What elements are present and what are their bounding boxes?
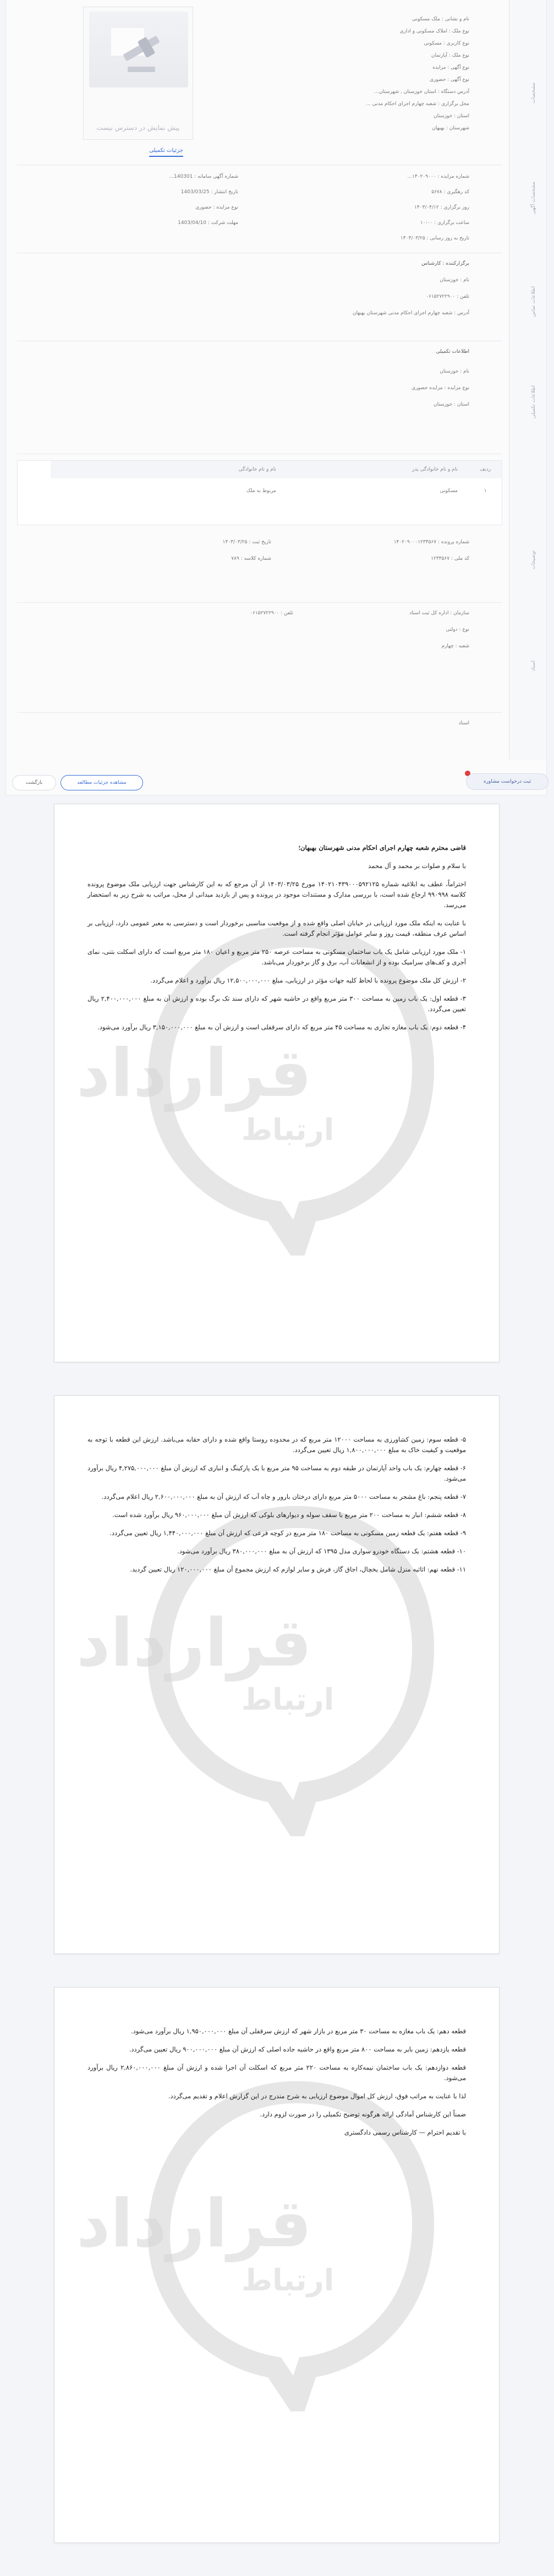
contact-section [17, 253, 502, 341]
owners-table [17, 460, 502, 525]
ad-field: نوع مزایده : حضوری [195, 205, 238, 210]
table-cell: مربوط به ملک [246, 488, 276, 494]
info-row: نوع آگهی : مزایده [432, 65, 469, 70]
more-title: اطلاعات تکمیلی [436, 349, 469, 354]
back-button[interactable]: بازگشت [12, 775, 56, 790]
org-section [17, 603, 502, 713]
ad-field: مهلت شرکت : 1403/04/10 [178, 220, 238, 226]
doc-paragraph: قطعه دوازدهم: یک باب ساختمان نیمه‌کاره به مساحت ۲۲۰ متر مربع که اسکلت آن اجرا شده و ارزش آن مبلغ ۲,۸۶۰,۰۰۰,۰۰۰ ریال برآورد می‌شود. [87, 2064, 466, 2082]
doc-paragraph: ۱۱- قطعه نهم: اثاثیه منزل شامل یخچال، اجاق گاز، فرش و سایر لوازم که ارزش مجموع آن مبلغ ۱۲۰,۰۰۰,۰۰۰ ریال تعیین گردید. [130, 1565, 466, 1573]
info-row: نوع کاربری : مسکونی [424, 41, 469, 46]
ad-field: روز برگزاری : ۱۴۰۳/۰۴/۱۲ [414, 205, 469, 210]
rail-label: اسناد [531, 661, 536, 672]
doc-paragraph: لذا با عنایت به مراتب فوق، ارزش کل اموال موضوع ارزیابی به شرح مندرج در این گزارش اعلام و تقدیم می‌گردد. [168, 2092, 466, 2100]
image-caption: پیش نمایش در دسترس نیست [96, 124, 180, 132]
info-row: نام و نشانی : ملک مسکونی [412, 17, 469, 22]
rail-label: توضیحات [531, 550, 536, 570]
doc-paragraph: ۱- ملک مورد ارزیابی شامل یک باب ساختمان مسکونی به مساحت عرصه ۲۵۰ متر مربع و اعیان ۱۸۰ متر مربع است که دارای اسکلت بتنی، نمای آجری و کف‌های سرامیک بوده و از انشعابات آب، برق و گاز برخوردار می‌باشد. [87, 948, 467, 966]
more-row: استان : خوزستان [433, 402, 469, 407]
doc-paragraph: ۵- قطعه سوم: زمین کشاورزی به مساحت ۱۲۰۰۰ متر مربع که در محدوده روستا واقع شده و دارای حقابه می‌باشد. ارزش این قطعه با توجه به موقعیت و کیفیت خاک به مبلغ ۱,۸۰۰,۰۰۰,۰۰۰ ریال تعیین می‌گردد. [87, 1436, 466, 1454]
tab-details[interactable]: جزئیات تکمیلی [149, 148, 183, 157]
ad-field: تاریخ به روز رسانی : ۱۴۰۳/۰۳/۲۵ [401, 236, 469, 241]
org-field: شعبه : چهارم [441, 643, 469, 649]
contact-row: نام : خوزستان [440, 277, 469, 283]
document-page-2 [54, 1395, 500, 1954]
more-row: نوع مزایده : مزایده حضوری [412, 385, 469, 391]
doc-paragraph: ۶- قطعه چهارم: یک باب واحد آپارتمان در طبقه دوم به مساحت ۹۵ متر مربع با یک پارکینگ و انباری که ارزش آن مبلغ ۴,۲۷۵,۰۰۰,۰۰۰ ریال برآورد می‌شود. [87, 1464, 466, 1482]
docs-section [17, 713, 502, 757]
doc-paragraph: ۹- قطعه هفتم: یک قطعه زمین مسکونی به مساحت ۱۸۰ متر مربع در کوچه فرعی که ارزش آن مبلغ ۱,۴۴۰,۰۰۰,۰۰۰ ریال تعیین می‌گردد. [109, 1529, 466, 1537]
watermark-text: ارتباط [242, 1682, 334, 1717]
doc-paragraph: قطعه یازدهم: زمین بایر به مساحت ۸۰۰ متر مربع واقع در حاشیه جاده اصلی که ارزش آن مبلغ ۹۰۰,۰۰۰,۰۰۰ ریال تعیین می‌گردد. [129, 2045, 466, 2053]
watermark-text: ارتباط [242, 2263, 334, 2297]
watermark-text: قرارداد [76, 1035, 312, 1112]
table-header: ردیف [469, 461, 502, 478]
gavel-image [89, 12, 188, 88]
section-rail [509, 0, 546, 760]
docs-note: اسناد [458, 721, 469, 726]
image-placeholder [83, 7, 193, 140]
case-field: تاریخ ثبت : ۱۴۰۳/۰۳/۲۵ [222, 539, 271, 545]
case-field: کد ملی : ۱۲۳۴۵۶۷ [431, 556, 469, 561]
doc-paragraph: با سلام و صلوات بر محمد و آل محمد [368, 862, 466, 870]
case-details-section [17, 528, 502, 603]
watermark-text: ارتباط [242, 1112, 334, 1147]
info-row: آدرس دستگاه : استان خوزستان , شهرستان... [374, 89, 469, 95]
ad-field: کد رهگیری : ۵۶۷۸ [431, 189, 469, 195]
info-section [17, 0, 502, 165]
doc-paragraph: احتراماً، عطف به ابلاغیه شماره ۱۴۰۲۱۰۴۳۹۰۰۰۵۹۲۱۲۵ مورخ ۱۴۰۳/۰۳/۲۵ از آن مرجع که به این کارشناس جهت ارزیابی ملک موضوع پرونده کلاسه ۹۹۰۹۹۸ ارجاع شده است، با بررسی مدارک و مستندات موجود در پرونده و پس از بازدید میدانی از محل، مراتب به شرح زیر به استحضار می‌رسد. [87, 880, 466, 909]
doc-paragraph: ۲- ارزش کل ملک موضوع پرونده با لحاظ کلیه جهات مؤثر در ارزیابی، مبلغ ۱۲,۵۰۰,۰۰۰,۰۰۰ ریال برآورد و اعلام می‌گردد. [150, 976, 466, 984]
org-contact: تلفن : ۰۶۱۵۲۷۲۲۹۰۰ [250, 610, 293, 616]
doc-paragraph: ۸- قطعه ششم: انبار به مساحت ۲۰۰ متر مربع با سقف سوله و دیوارهای بلوکی که ارزش آن مبلغ ۹۶۰,۰۰۰,۰۰۰ ریال برآورد شده است. [112, 1511, 466, 1519]
doc-paragraph: ضمناً این کارشناس آمادگی ارائه هرگونه توضیح تکمیلی را در صورت لزوم دارد. [260, 2110, 466, 2118]
details-card [6, 0, 547, 795]
doc-paragraph: با تقدیم احترام — کارشناس رسمی دادگستری [344, 2129, 466, 2136]
doc-paragraph: ۱۰- قطعه هشتم: یک دستگاه خودرو سواری مدل ۱۳۹۵ که ارزش آن به مبلغ ۳۸۰,۰۰۰,۰۰۰ ریال برآورد می‌شود. [177, 1547, 466, 1555]
document-page-3 [54, 1987, 500, 2543]
info-row: نوع آگهی : حضوری [430, 77, 469, 83]
rail-label: اطلاعات تماس [531, 286, 536, 317]
contact-row: آدرس : شعبه چهارم اجرای احکام مدنی شهرستان بهبهان [352, 310, 469, 316]
more-section [17, 341, 502, 454]
doc-paragraph: ۷- قطعه پنجم: باغ مشجر به مساحت ۵۰۰۰ متر مربع دارای درختان بارور و چاه آب که ارزش آن به مبلغ ۲,۶۰۰,۰۰۰,۰۰۰ ریال اعلام می‌گردد. [101, 1493, 466, 1500]
doc-heading: قاضی محترم شعبه چهارم اجرای احکام مدنی شهرستان بهبهان؛ [298, 844, 466, 852]
table-cell: مسکونی [440, 488, 458, 494]
info-row: استان : خوزستان [433, 113, 469, 119]
case-field: شماره کلاسه : ۷۸۹ [231, 556, 271, 561]
org-field: سازمان : اداره کل ثبت اسناد [409, 610, 469, 616]
ad-field: شماره آگهی سامانه : 140301... [169, 174, 238, 179]
table-header: نام و نام خانوادگی پدر [287, 461, 469, 478]
rail-label: اطلاعات تکمیلی [531, 385, 536, 419]
watermark-text: قرارداد [76, 2186, 312, 2262]
doc-paragraph: ۳- قطعه اول: یک باب زمین به مساحت ۳۰۰ متر مربع واقع در حاشیه شهر که دارای سند تک برگ بوده و ارزش آن به مبلغ ۲,۴۰۰,۰۰۰,۰۰۰ ریال تعیین می‌گردد. [87, 995, 466, 1013]
watermark-logo [109, 2070, 451, 2411]
document-page-1 [54, 804, 500, 1362]
doc-paragraph: با عنایت به اینکه ملک مورد ارزیابی در خیابان اصلی واقع شده و از موقعیت مناسبی برخوردار است و دسترسی به معبر عمومی دارد، ارزیابی بر اساس عرف منطقه، قیمت روز و سایر عوامل مؤثر انجام گرفته است. [87, 919, 466, 937]
watermark-text: قرارداد [76, 1605, 312, 1682]
org-field: نوع : دولتی [446, 627, 469, 632]
ad-field: ساعت برگزاری : ۱۰:۰۰ [420, 220, 469, 226]
doc-paragraph: ۴- قطعه دوم: یک باب مغازه تجاری به مساحت ۴۵ متر مربع که دارای سرقفلی است و ارزش آن به مبلغ ۳,۱۵۰,۰۰۰,۰۰۰ ریال برآورد می‌شود. [97, 1023, 466, 1031]
ad-field: شماره مزایده : ۱۴۰۲۰۹۰۰۰... [407, 174, 469, 179]
table-cell: ۱ [484, 488, 487, 494]
info-row: شهرستان : بهبهان [432, 125, 469, 131]
view-details-button[interactable]: مشاهده جزئیات مطالعه [61, 775, 143, 790]
consult-request-button[interactable]: ثبت درخواست مشاوره [466, 773, 548, 790]
table-header: نام و نام خانوادگی [51, 461, 287, 478]
more-row: نام : خوزستان [440, 369, 469, 374]
info-row: نوع ملک : املاک مسکونی و اداری [399, 29, 469, 34]
info-row: محل برگزاری : شعبه چهارم اجرای احکام مدنی ... [366, 101, 469, 107]
ad-field: تاریخ انتشار : 1403/03/25 [180, 189, 238, 195]
contact-row: تلفن : ۰۶۱۵۲۷۲۲۹۰۰ [426, 294, 469, 299]
rail-label: مشخصات [531, 83, 536, 103]
contact-title: برگزارکننده : کارشناس [421, 261, 469, 266]
info-row: نوع ملک : آپارتمان [431, 53, 469, 58]
ad-section [17, 165, 502, 253]
rail-label: مشخصات آگهی [531, 182, 536, 214]
case-field: شماره پرونده : ۱۴۰۲۰۹۰۰۰۱۲۳۴۵۶۷ [393, 539, 469, 545]
doc-paragraph: قطعه دهم: یک باب مغازه به مساحت ۳۰ متر مربع در بازار شهر که ارزش سرقفلی آن مبلغ ۱,۹۵۰,۰۰۰,۰۰۰ ریال برآورد می‌شود. [130, 2027, 466, 2035]
